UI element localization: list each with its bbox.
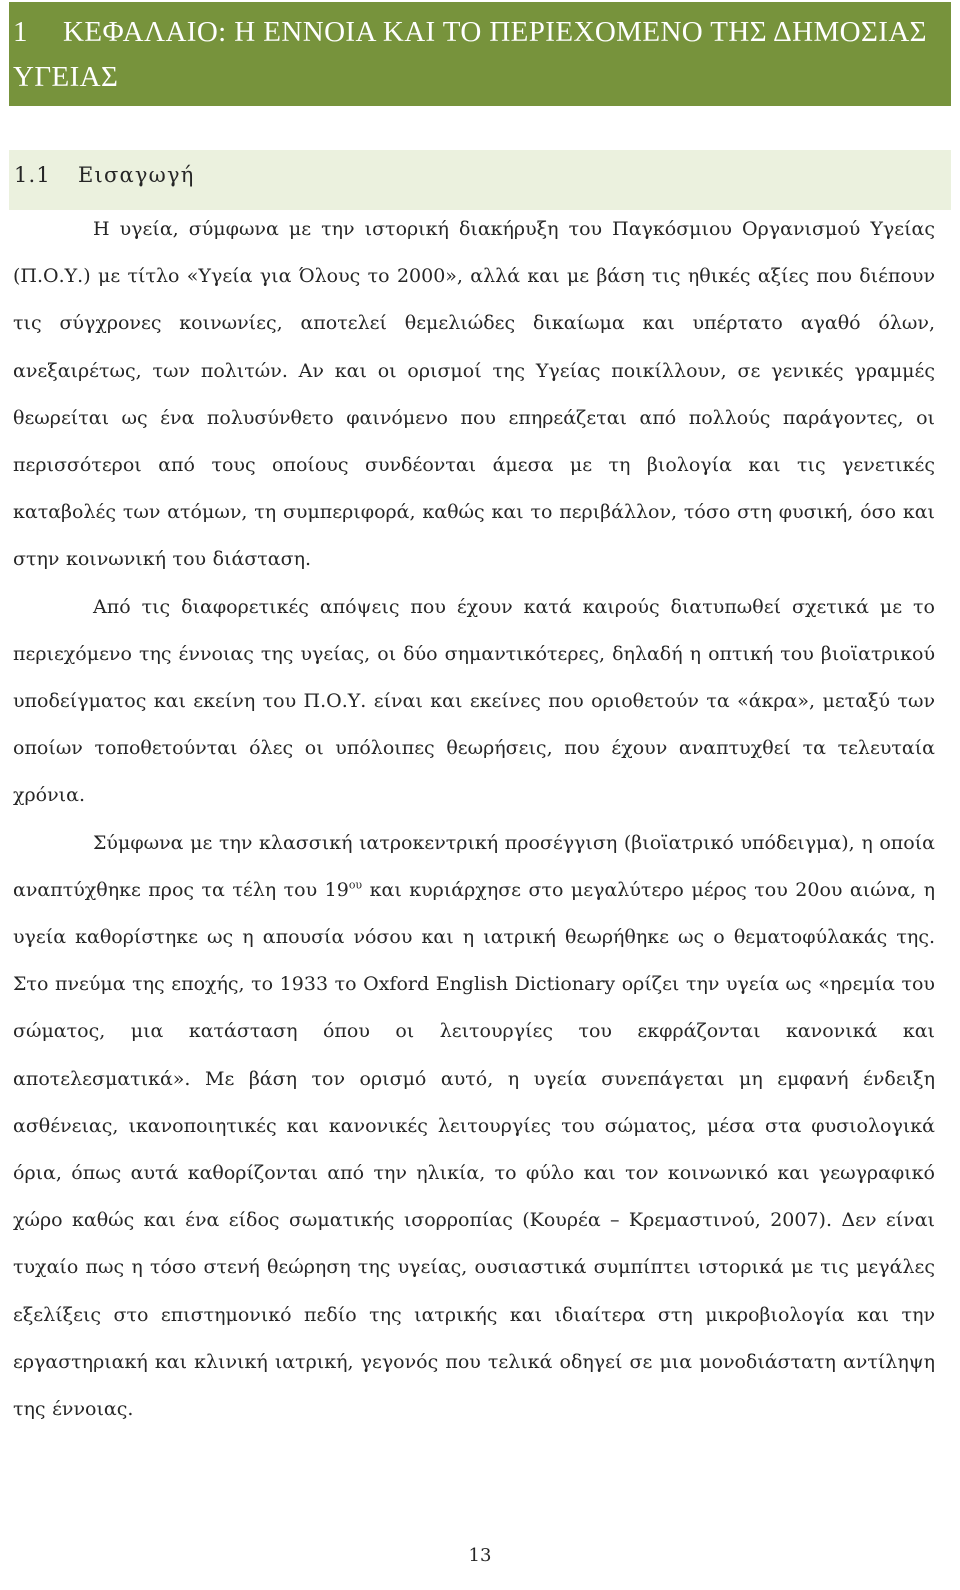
chapter-header <box>9 2 951 106</box>
paragraph: Από τις διαφορετικές απόψεις που έχουν κατά καιρούς διατυπωθεί σχετικά με το περιεχόμενο της έννοιας της υγείας, οι δύο σημαντικότερες, δηλαδή η οπτική του βιοϊατρικού υποδείγματος και εκείνη του Π.Ο.Υ. είναι και εκείνες που οριοθετούν τα «άκρα», μεταξύ των οποίων τοποθετούνται όλες οι υπόλοιπες θεωρήσεις, που έχουν αναπτυχθεί τα τελευταία χρόνια. <box>13 595 935 807</box>
section-header <box>9 150 951 210</box>
paragraph-text: και κυριάρχησε στο μεγαλύτερο μέρος του 20ου αιώνα, η υγεία καθορίστηκε ως η απουσία νόσου και η ιατρική θεωρήθηκε ως ο θεματοφύλακάς της. Στο πνεύμα της εποχής, το 1933 το Oxford English Dictionary ορίζει την υγεία ως «ηρεμία του σώματος, μια κατάσταση όπου οι λειτουργίες του εκφράζονται κανονικά και αποτελεσματικά». Με βάση τον ορισμό αυτό, η υγεία συνεπάγεται μη εμφανή ένδειξη ασθένειας, ικανοποιητικές και κανονικές λειτουργίες του σώματος, μέσα στα φυσιολογικά όρια, όπως αυτά καθορίζονται από την ηλικία, το φύλο και τον κοινωνικό και γεωγραφικό χώρο καθώς και ένα είδος σωματικής ισορροπίας (Κουρέα – Κρεμαστινού, 2007). Δεν είναι τυχαίο πως η τόσο στενή θεώρηση της υγείας, ουσιαστικά συμπίπτει ιστορικά με τις μεγάλες εξελίξεις στο επιστημονικό πεδίο της ιατρικής και ιδιαίτερα στη μικροβιολογία και την εργαστηριακή και κλινική ιατρική, γεγονός που τελικά οδηγεί σε μια μονοδιάστατη αντίληψη της έννοιας. <box>13 878 935 1421</box>
page-number: 13 <box>468 1545 492 1566</box>
section-title-text: Εισαγωγή <box>78 163 195 187</box>
section-title <box>14 150 946 200</box>
paragraph: Η υγεία, σύμφωνα με την ιστορική διακήρυξη του Παγκόσμιου Οργανισμού Υγείας (Π.Ο.Υ.) με τίτλο «Υγεία για Όλους το 2000», αλλά και με βάση τις ηθικές αξίες που διέπουν τις σύγχρονες κοινωνίες, αποτελεί θεμελιώδες δικαίωμα και υπέρτατο αγαθό όλων, ανεξαιρέτως, των πολιτών. Αν και οι ορισμοί της Υγείας ποικίλλουν, σε γενικές γραμμές θεωρείται ως ένα πολυσύνθετο φαινόμενο που επηρεάζεται από πολλούς παράγοντες, οι περισσότεροι από τους οποίους συνδέονται άμεσα με τη βιολογία και τις γενετικές καταβολές των ατόμων, τη συμπεριφορά, καθώς και το περιβάλλον, τόσο στη φυσική, όσο και στην κοινωνική του διάσταση. <box>13 218 935 571</box>
chapter-number: 1 <box>13 16 28 48</box>
chapter-title <box>13 10 947 100</box>
paragraph-text: Σύμφωνα με την κλασσική ιατροκεντρική προσέγγιση (βιοϊατρικό υπόδειγμα), η οποία αναπτύχθηκε προς τα τέλη του 19 <box>13 831 935 901</box>
paragraph <box>13 820 935 1434</box>
chapter-title-text: ΚΕΦΑΛΑΙΟ: Η ΕΝΝΟΙΑ ΚΑΙ ΤΟ ΠΕΡΙΕΧΟΜΕΝΟ ΤΗΣ ΔΗΜΟΣΙΑΣ ΥΓΕΙΑΣ <box>13 16 927 93</box>
section-number: 1.1 <box>14 163 51 187</box>
century-superscript: ου <box>348 878 363 892</box>
body-text <box>13 206 935 1433</box>
